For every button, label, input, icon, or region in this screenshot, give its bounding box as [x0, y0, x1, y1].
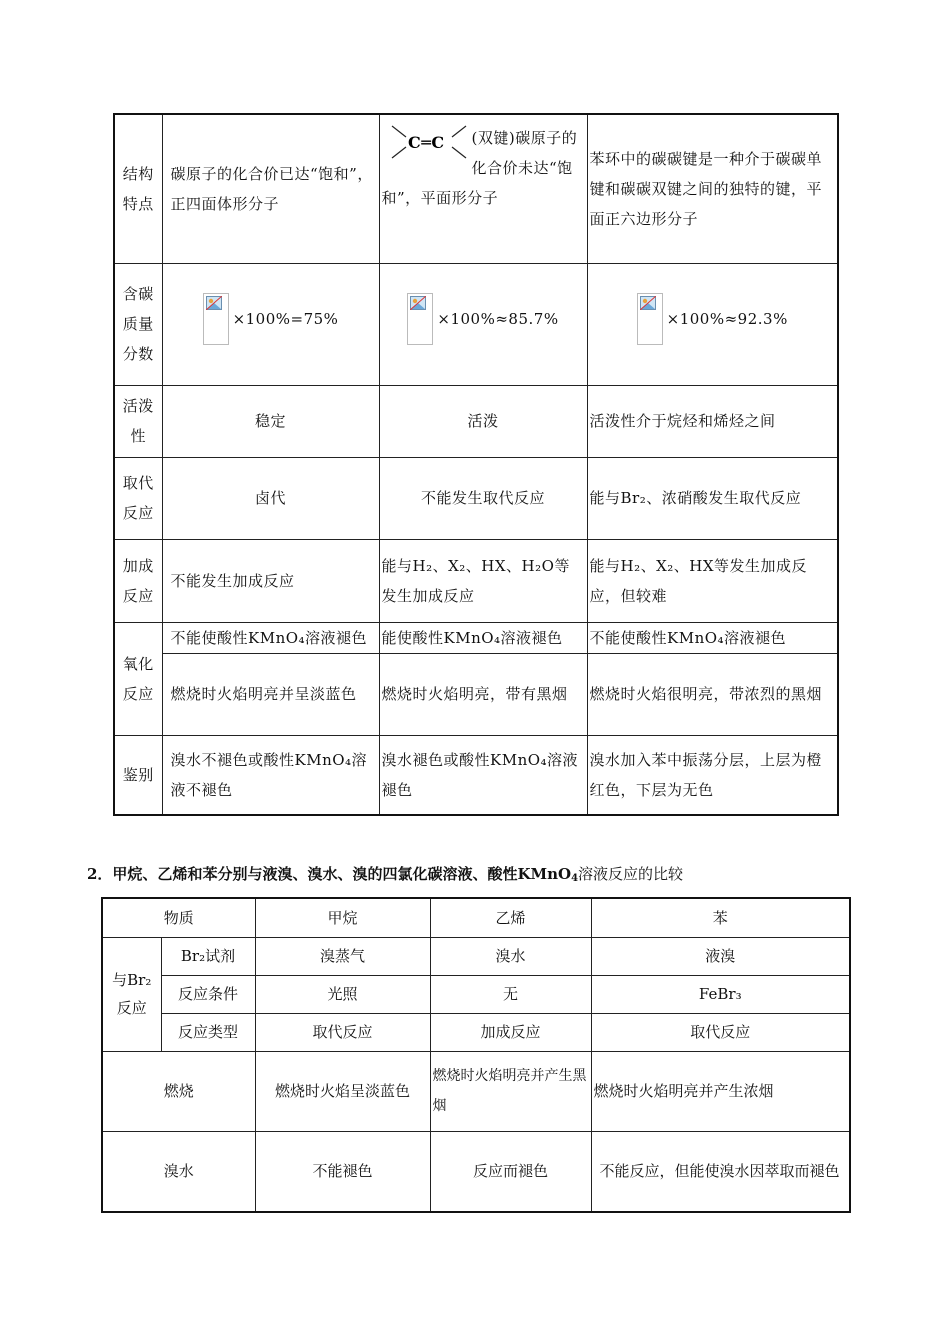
cell-ethylene-combustion: 燃烧时火焰明亮，带有黑烟 [379, 653, 587, 735]
reaction-type-benzene: 取代反应 [591, 1013, 850, 1051]
cell-benzene-identification: 溴水加入苯中振荡分层，上层为橙红色，下层为无色 [587, 735, 838, 815]
combustion-methane: 燃烧时火焰呈淡蓝色 [255, 1051, 430, 1131]
row-group-br2: 与Br₂反应 [102, 937, 161, 1051]
cell-benzene-structure: 苯环中的碳碳键是一种介于碳碳单键和碳碳双键之间的独特的键，平面正六边形分子 [587, 114, 838, 263]
cell-methane-combustion: 燃烧时火焰明亮并呈淡蓝色 [162, 653, 379, 735]
bromine-water-benzene: 不能反应，但能使溴水因萃取而褪色 [591, 1131, 850, 1212]
cell-ethylene-carbon [379, 263, 587, 385]
cell-ethylene-oxidation-kmno4: 能使酸性KMnO₄溶液褪色 [379, 622, 587, 653]
heading-subscript: 4 [571, 873, 579, 884]
row-label-structure: 结构特点 [114, 114, 162, 263]
condition-label: 反应条件 [161, 975, 255, 1013]
heading-suffix: 溶液反应的比较 [578, 865, 684, 883]
cell-benzene-oxidation-kmno4: 不能使酸性KMnO₄溶液褪色 [587, 622, 838, 653]
cell-methane-oxidation-kmno4: 不能使酸性KMnO₄溶液褪色 [162, 622, 379, 653]
br2-reagent-methane: 溴蒸气 [255, 937, 430, 975]
methane-carbon-value: ×100%=75% [232, 310, 339, 328]
structure-formula: C═C [407, 133, 445, 152]
cell-ethylene-reactivity: 活泼 [379, 385, 587, 457]
header-ethylene: 乙烯 [430, 898, 591, 937]
cell-ethylene-substitution: 不能发生取代反应 [379, 457, 587, 539]
condition-methane: 光照 [255, 975, 430, 1013]
benzene-carbon-value: ×100%≈92.3% [666, 310, 788, 328]
section-heading [87, 863, 683, 884]
reaction-type-label: 反应类型 [161, 1013, 255, 1051]
br2-reagent-label: Br₂试剂 [161, 937, 255, 975]
cell-methane-carbon [162, 263, 379, 385]
header-methane: 甲烷 [255, 898, 430, 937]
cell-benzene-addition: 能与H₂、X₂、HX等发生加成反应，但较难 [587, 539, 838, 622]
comparison-table-1 [113, 113, 839, 816]
row-label-carbon-fraction: 含碳质量分数 [114, 263, 162, 385]
cell-methane-structure: 碳原子的化合价已达“饱和”，正四面体形分子 [162, 114, 379, 263]
row-label-oxidation: 氧化反应 [114, 622, 162, 735]
row-label-addition: 加成反应 [114, 539, 162, 622]
heading-prefix: 2．甲烷、乙烯和苯分别与液溴、溴水、溴的四氯化碳溶液、酸性KMnO [87, 865, 572, 883]
broken-image-icon [407, 293, 433, 345]
br2-reagent-ethylene: 溴水 [430, 937, 591, 975]
ethylene-structure-text: (双键)碳原子的化合价未达“饱和”，平面形分子 [381, 129, 578, 207]
ethylene-carbon-value: ×100%≈85.7% [437, 310, 559, 328]
cell-ethylene-identification: 溴水褪色或酸性KMnO₄溶液褪色 [379, 735, 587, 815]
cell-methane-reactivity: 稳定 [162, 385, 379, 457]
header-substance: 物质 [102, 898, 255, 937]
broken-image-icon [637, 293, 663, 345]
cell-ethylene-structure [379, 114, 587, 263]
condition-ethylene: 无 [430, 975, 591, 1013]
combustion-benzene: 燃烧时火焰明亮并产生浓烟 [591, 1051, 850, 1131]
cell-benzene-substitution: 能与Br₂、浓硝酸发生取代反应 [587, 457, 838, 539]
cell-benzene-combustion: 燃烧时火焰很明亮，带浓烈的黑烟 [587, 653, 838, 735]
bromine-water-ethylene: 反应而褪色 [430, 1131, 591, 1212]
combustion-ethylene: 燃烧时火焰明亮并产生黑烟 [430, 1051, 591, 1131]
row-label-reactivity: 活泼性 [114, 385, 162, 457]
reaction-type-methane: 取代反应 [255, 1013, 430, 1051]
cell-benzene-carbon [587, 263, 838, 385]
reaction-type-ethylene: 加成反应 [430, 1013, 591, 1051]
row-label-substitution: 取代反应 [114, 457, 162, 539]
broken-image-icon [203, 293, 229, 345]
comparison-table-2 [101, 897, 851, 1213]
row-label-identification: 鉴别 [114, 735, 162, 815]
cell-benzene-reactivity: 活泼性介于烷烃和烯烃之间 [587, 385, 838, 457]
combustion-label: 燃烧 [102, 1051, 255, 1131]
cell-methane-substitution: 卤代 [162, 457, 379, 539]
br2-reagent-benzene: 液溴 [591, 937, 850, 975]
header-benzene: 苯 [591, 898, 850, 937]
bromine-water-methane: 不能褪色 [255, 1131, 430, 1212]
cell-methane-identification: 溴水不褪色或酸性KMnO₄溶液不褪色 [162, 735, 379, 815]
condition-benzene: FeBr₃ [591, 975, 850, 1013]
cell-ethylene-addition: 能与H₂、X₂、HX、H₂O等发生加成反应 [379, 539, 587, 622]
cell-methane-addition: 不能发生加成反应 [162, 539, 379, 622]
bromine-water-label: 溴水 [102, 1131, 255, 1212]
double-bond-structure-icon [388, 123, 470, 161]
